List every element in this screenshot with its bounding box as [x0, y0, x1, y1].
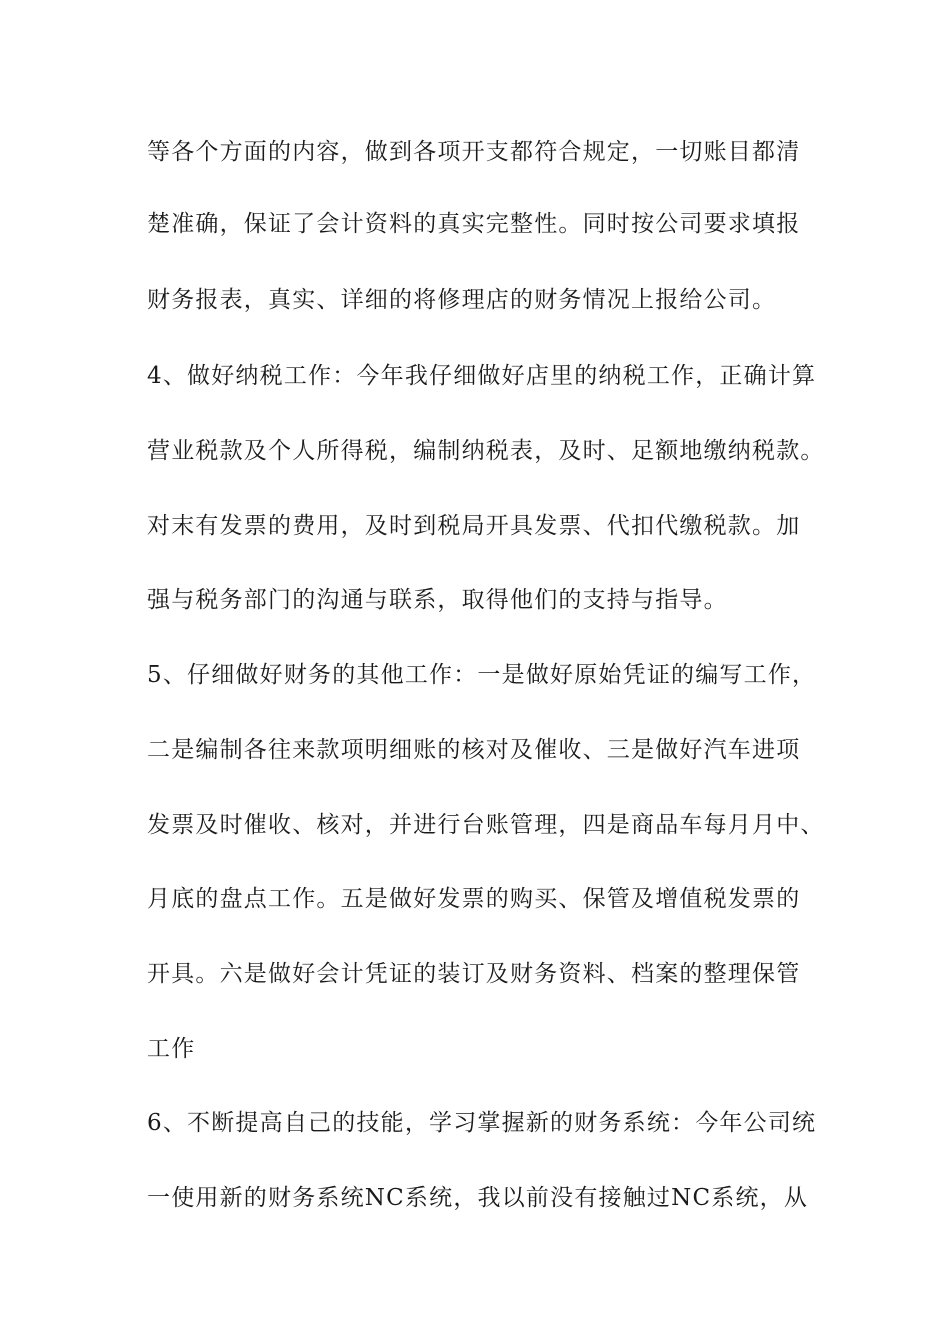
text-line: 营业税款及个人所得税，编制纳税表，及时、足额地缴纳税款。	[147, 438, 825, 464]
text-line: 工作	[147, 1036, 196, 1062]
text-line: 开具。六是做好会计凭证的装订及财务资料、档案的整理保管	[147, 961, 801, 987]
text-line: 月底的盘点工作。五是做好发票的购买、保管及增值税发票的	[147, 886, 801, 912]
text-line: 发票及时催收、核对，并进行台账管理，四是商品车每月月中、	[147, 812, 825, 838]
text-line: 等各个方面的内容，做到各项开支都符合规定，一切账目都清	[147, 139, 801, 165]
text-line: 强与税务部门的沟通与联系，取得他们的支持与指导。	[147, 587, 728, 613]
text-line: 一使用新的财务系统NC系统，我以前没有接触过NC系统，从	[147, 1185, 809, 1211]
text-line: 二是编制各往来款项明细账的核对及催收、三是做好汽车进项	[147, 737, 801, 763]
text-line: 对末有发票的费用，及时到税局开具发票、代扣代缴税款。加	[147, 513, 801, 539]
text-line: 财务报表，真实、详细的将修理店的财务情况上报给公司。	[147, 287, 777, 313]
text-line: 5、仔细做好财务的其他工作：一是做好原始凭证的编写工作，	[147, 662, 817, 688]
text-line: 6、不断提高自己的技能，学习掌握新的财务系统：今年公司统	[147, 1110, 817, 1136]
text-line: 4、做好纳税工作：今年我仔细做好店里的纳税工作，正确计算	[147, 363, 817, 389]
text-line: 楚准确，保证了会计资料的真实完整性。同时按公司要求填报	[147, 211, 801, 237]
